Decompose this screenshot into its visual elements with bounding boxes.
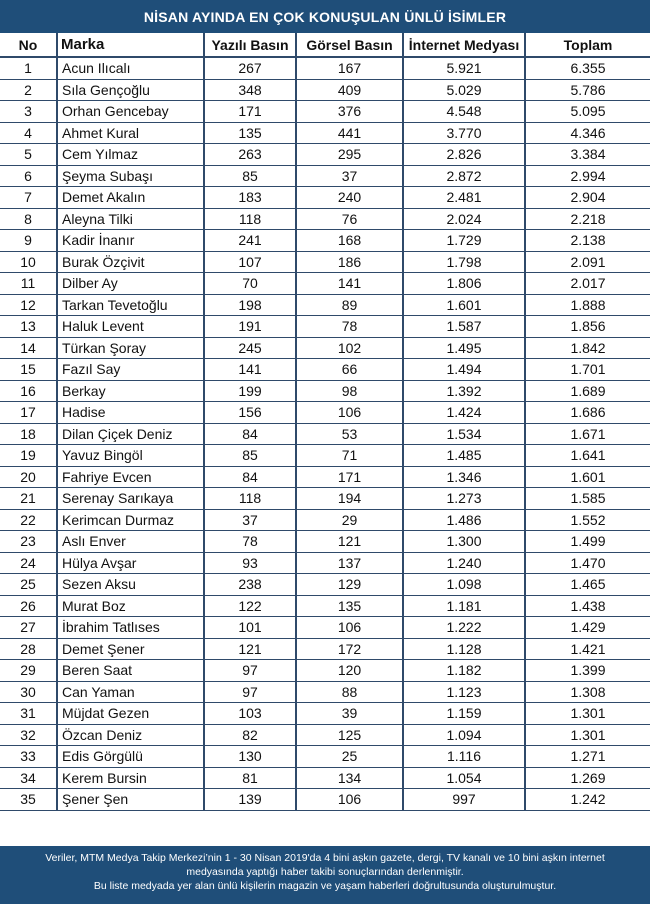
cell-gorsel-basin: 172 [296, 638, 403, 660]
cell-no: 21 [0, 488, 57, 510]
table-row [0, 423, 650, 445]
cell-marka: Yavuz Bingöl [57, 445, 204, 467]
cell-toplam: 1.641 [525, 445, 650, 467]
cell-gorsel-basin: 89 [296, 294, 403, 316]
cell-no: 28 [0, 638, 57, 660]
table-row [0, 767, 650, 789]
cell-gorsel-basin: 102 [296, 337, 403, 359]
cell-gorsel-basin: 29 [296, 509, 403, 531]
cell-no: 9 [0, 230, 57, 252]
table-row [0, 789, 650, 811]
table-row [0, 230, 650, 252]
cell-toplam: 1.856 [525, 316, 650, 338]
cell-gorsel-basin: 186 [296, 251, 403, 273]
cell-gorsel-basin: 76 [296, 208, 403, 230]
cell-gorsel-basin: 120 [296, 660, 403, 682]
cell-toplam: 2.904 [525, 187, 650, 209]
cell-gorsel-basin: 78 [296, 316, 403, 338]
cell-toplam: 1.421 [525, 638, 650, 660]
cell-toplam: 1.671 [525, 423, 650, 445]
cell-toplam: 1.888 [525, 294, 650, 316]
cell-internet-medyasi: 2.872 [403, 165, 525, 187]
cell-internet-medyasi: 1.534 [403, 423, 525, 445]
cell-toplam: 1.601 [525, 466, 650, 488]
cell-yazili-basin: 245 [204, 337, 296, 359]
cell-yazili-basin: 191 [204, 316, 296, 338]
ranking-table [0, 33, 650, 811]
cell-internet-medyasi: 4.548 [403, 101, 525, 123]
cell-marka: Can Yaman [57, 681, 204, 703]
cell-toplam: 1.842 [525, 337, 650, 359]
cell-internet-medyasi: 1.729 [403, 230, 525, 252]
table-row [0, 531, 650, 553]
cell-gorsel-basin: 25 [296, 746, 403, 768]
cell-yazili-basin: 97 [204, 660, 296, 682]
cell-yazili-basin: 84 [204, 466, 296, 488]
cell-yazili-basin: 238 [204, 574, 296, 596]
cell-yazili-basin: 156 [204, 402, 296, 424]
cell-yazili-basin: 101 [204, 617, 296, 639]
cell-marka: Burak Özçivit [57, 251, 204, 273]
cell-gorsel-basin: 134 [296, 767, 403, 789]
cell-yazili-basin: 78 [204, 531, 296, 553]
cell-no: 19 [0, 445, 57, 467]
table-row [0, 703, 650, 725]
cell-no: 23 [0, 531, 57, 553]
cell-internet-medyasi: 1.806 [403, 273, 525, 295]
cell-internet-medyasi: 1.098 [403, 574, 525, 596]
cell-yazili-basin: 139 [204, 789, 296, 811]
cell-internet-medyasi: 1.486 [403, 509, 525, 531]
cell-yazili-basin: 141 [204, 359, 296, 381]
table-row [0, 466, 650, 488]
cell-no: 34 [0, 767, 57, 789]
table-row [0, 165, 650, 187]
cell-toplam: 1.438 [525, 595, 650, 617]
table-row [0, 208, 650, 230]
cell-marka: Sezen Aksu [57, 574, 204, 596]
table-row [0, 380, 650, 402]
cell-no: 4 [0, 122, 57, 144]
cell-internet-medyasi: 1.182 [403, 660, 525, 682]
cell-marka: Ahmet Kural [57, 122, 204, 144]
cell-marka: Kerimcan Durmaz [57, 509, 204, 531]
cell-internet-medyasi: 1.116 [403, 746, 525, 768]
cell-yazili-basin: 122 [204, 595, 296, 617]
cell-toplam: 1.301 [525, 703, 650, 725]
cell-no: 17 [0, 402, 57, 424]
cell-yazili-basin: 267 [204, 57, 296, 79]
cell-marka: Haluk Levent [57, 316, 204, 338]
cell-yazili-basin: 348 [204, 79, 296, 101]
cell-yazili-basin: 263 [204, 144, 296, 166]
cell-yazili-basin: 198 [204, 294, 296, 316]
cell-marka: Şener Şen [57, 789, 204, 811]
cell-yazili-basin: 85 [204, 165, 296, 187]
cell-internet-medyasi: 1.424 [403, 402, 525, 424]
cell-toplam: 2.218 [525, 208, 650, 230]
table-row [0, 101, 650, 123]
cell-toplam: 4.346 [525, 122, 650, 144]
cell-internet-medyasi: 1.273 [403, 488, 525, 510]
cell-yazili-basin: 199 [204, 380, 296, 402]
cell-marka: Demet Akalın [57, 187, 204, 209]
cell-yazili-basin: 97 [204, 681, 296, 703]
table-row [0, 488, 650, 510]
table-row [0, 316, 650, 338]
table-row [0, 552, 650, 574]
cell-gorsel-basin: 171 [296, 466, 403, 488]
table-header-row [0, 33, 650, 57]
cell-gorsel-basin: 168 [296, 230, 403, 252]
footer-line-2: medyasında yaptığı haber takibi sonuçlarından derlenmiştir. [186, 866, 464, 878]
table-row [0, 724, 650, 746]
cell-gorsel-basin: 106 [296, 789, 403, 811]
cell-internet-medyasi: 1.300 [403, 531, 525, 553]
cell-gorsel-basin: 98 [296, 380, 403, 402]
cell-no: 33 [0, 746, 57, 768]
cell-marka: Dilan Çiçek Deniz [57, 423, 204, 445]
cell-internet-medyasi: 1.495 [403, 337, 525, 359]
cell-internet-medyasi: 1.346 [403, 466, 525, 488]
cell-no: 27 [0, 617, 57, 639]
cell-internet-medyasi: 1.054 [403, 767, 525, 789]
cell-toplam: 1.585 [525, 488, 650, 510]
table-row [0, 660, 650, 682]
cell-gorsel-basin: 295 [296, 144, 403, 166]
cell-toplam: 1.301 [525, 724, 650, 746]
cell-marka: Aleyna Tilki [57, 208, 204, 230]
cell-marka: Murat Boz [57, 595, 204, 617]
cell-marka: Dilber Ay [57, 273, 204, 295]
cell-gorsel-basin: 121 [296, 531, 403, 553]
cell-no: 16 [0, 380, 57, 402]
cell-gorsel-basin: 441 [296, 122, 403, 144]
cell-marka: Orhan Gencebay [57, 101, 204, 123]
cell-yazili-basin: 103 [204, 703, 296, 725]
cell-internet-medyasi: 5.921 [403, 57, 525, 79]
cell-gorsel-basin: 240 [296, 187, 403, 209]
cell-gorsel-basin: 167 [296, 57, 403, 79]
cell-marka: Beren Saat [57, 660, 204, 682]
cell-marka: Tarkan Tevetoğlu [57, 294, 204, 316]
table-row [0, 79, 650, 101]
cell-no: 22 [0, 509, 57, 531]
header-gorsel-basin: Görsel Basın [296, 33, 403, 57]
table-row [0, 681, 650, 703]
cell-marka: Müjdat Gezen [57, 703, 204, 725]
cell-internet-medyasi: 1.159 [403, 703, 525, 725]
cell-internet-medyasi: 1.094 [403, 724, 525, 746]
cell-yazili-basin: 135 [204, 122, 296, 144]
cell-yazili-basin: 118 [204, 208, 296, 230]
cell-gorsel-basin: 409 [296, 79, 403, 101]
table-row [0, 595, 650, 617]
cell-marka: Fahriye Evcen [57, 466, 204, 488]
cell-no: 30 [0, 681, 57, 703]
cell-no: 35 [0, 789, 57, 811]
cell-gorsel-basin: 39 [296, 703, 403, 725]
cell-yazili-basin: 171 [204, 101, 296, 123]
footer-line-3: Bu liste medyada yer alan ünlü kişilerin magazin ve yaşam haberleri doğrultusunda oluşturulmuştur. [93, 880, 557, 892]
cell-toplam: 2.091 [525, 251, 650, 273]
cell-toplam: 1.399 [525, 660, 650, 682]
cell-marka: Aslı Enver [57, 531, 204, 553]
header-toplam: Toplam [525, 33, 650, 57]
cell-toplam: 1.465 [525, 574, 650, 596]
cell-no: 11 [0, 273, 57, 295]
cell-gorsel-basin: 141 [296, 273, 403, 295]
cell-toplam: 1.271 [525, 746, 650, 768]
cell-no: 29 [0, 660, 57, 682]
cell-marka: Berkay [57, 380, 204, 402]
cell-internet-medyasi: 1.587 [403, 316, 525, 338]
cell-marka: Acun Ilıcalı [57, 57, 204, 79]
cell-internet-medyasi: 2.826 [403, 144, 525, 166]
cell-no: 31 [0, 703, 57, 725]
footer-line-1: Veriler, MTM Medya Takip Merkezi’nin 1 - 30 Nisan 2019'da 4 bini aşkın gazete, dergi, TV kanalı ve 10 bini aşkın internet [45, 852, 605, 864]
cell-no: 24 [0, 552, 57, 574]
cell-internet-medyasi: 1.123 [403, 681, 525, 703]
cell-marka: Demet Şener [57, 638, 204, 660]
table-row [0, 122, 650, 144]
cell-yazili-basin: 93 [204, 552, 296, 574]
header-internet-medyasi: İnternet Medyası [403, 33, 525, 57]
cell-internet-medyasi: 2.024 [403, 208, 525, 230]
cell-yazili-basin: 84 [204, 423, 296, 445]
cell-no: 18 [0, 423, 57, 445]
cell-internet-medyasi: 1.222 [403, 617, 525, 639]
table-row [0, 359, 650, 381]
cell-toplam: 1.499 [525, 531, 650, 553]
table-row [0, 638, 650, 660]
cell-yazili-basin: 85 [204, 445, 296, 467]
table-row [0, 294, 650, 316]
cell-internet-medyasi: 5.029 [403, 79, 525, 101]
cell-no: 6 [0, 165, 57, 187]
cell-toplam: 1.686 [525, 402, 650, 424]
cell-gorsel-basin: 137 [296, 552, 403, 574]
cell-internet-medyasi: 3.770 [403, 122, 525, 144]
cell-internet-medyasi: 997 [403, 789, 525, 811]
cell-marka: Kerem Bursin [57, 767, 204, 789]
cell-internet-medyasi: 1.601 [403, 294, 525, 316]
cell-toplam: 2.017 [525, 273, 650, 295]
table-row [0, 617, 650, 639]
cell-toplam: 1.552 [525, 509, 650, 531]
cell-toplam: 1.689 [525, 380, 650, 402]
cell-no: 32 [0, 724, 57, 746]
cell-internet-medyasi: 2.481 [403, 187, 525, 209]
cell-no: 8 [0, 208, 57, 230]
cell-gorsel-basin: 88 [296, 681, 403, 703]
cell-gorsel-basin: 194 [296, 488, 403, 510]
cell-no: 25 [0, 574, 57, 596]
cell-gorsel-basin: 106 [296, 402, 403, 424]
cell-internet-medyasi: 1.798 [403, 251, 525, 273]
cell-no: 20 [0, 466, 57, 488]
cell-marka: Kadir İnanır [57, 230, 204, 252]
cell-gorsel-basin: 71 [296, 445, 403, 467]
cell-gorsel-basin: 66 [296, 359, 403, 381]
cell-toplam: 3.384 [525, 144, 650, 166]
cell-no: 5 [0, 144, 57, 166]
cell-internet-medyasi: 1.240 [403, 552, 525, 574]
cell-yazili-basin: 241 [204, 230, 296, 252]
table-row [0, 144, 650, 166]
table-row [0, 445, 650, 467]
cell-yazili-basin: 118 [204, 488, 296, 510]
cell-marka: Sıla Gençoğlu [57, 79, 204, 101]
table-row [0, 509, 650, 531]
cell-yazili-basin: 107 [204, 251, 296, 273]
cell-gorsel-basin: 53 [296, 423, 403, 445]
cell-toplam: 5.786 [525, 79, 650, 101]
cell-toplam: 1.269 [525, 767, 650, 789]
cell-no: 12 [0, 294, 57, 316]
cell-internet-medyasi: 1.392 [403, 380, 525, 402]
cell-toplam: 2.138 [525, 230, 650, 252]
cell-yazili-basin: 70 [204, 273, 296, 295]
cell-internet-medyasi: 1.494 [403, 359, 525, 381]
cell-toplam: 6.355 [525, 57, 650, 79]
cell-marka: Özcan Deniz [57, 724, 204, 746]
cell-marka: Cem Yılmaz [57, 144, 204, 166]
footer-note [0, 846, 650, 904]
cell-toplam: 1.701 [525, 359, 650, 381]
cell-gorsel-basin: 106 [296, 617, 403, 639]
cell-marka: İbrahim Tatlıses [57, 617, 204, 639]
table-row [0, 574, 650, 596]
cell-no: 14 [0, 337, 57, 359]
cell-toplam: 1.242 [525, 789, 650, 811]
cell-yazili-basin: 183 [204, 187, 296, 209]
cell-no: 10 [0, 251, 57, 273]
cell-marka: Hadise [57, 402, 204, 424]
cell-gorsel-basin: 125 [296, 724, 403, 746]
cell-toplam: 2.994 [525, 165, 650, 187]
cell-no: 13 [0, 316, 57, 338]
cell-toplam: 5.095 [525, 101, 650, 123]
table-row [0, 251, 650, 273]
table-row [0, 337, 650, 359]
page-title: NİSAN AYINDA EN ÇOK KONUŞULAN ÜNLÜ İSİMLER [0, 0, 650, 33]
cell-marka: Edis Görgülü [57, 746, 204, 768]
cell-internet-medyasi: 1.485 [403, 445, 525, 467]
cell-marka: Hülya Avşar [57, 552, 204, 574]
cell-toplam: 1.429 [525, 617, 650, 639]
cell-marka: Serenay Sarıkaya [57, 488, 204, 510]
table-row [0, 187, 650, 209]
cell-toplam: 1.308 [525, 681, 650, 703]
table-body [0, 57, 650, 810]
cell-marka: Türkan Şoray [57, 337, 204, 359]
cell-no: 1 [0, 57, 57, 79]
cell-yazili-basin: 81 [204, 767, 296, 789]
cell-marka: Fazıl Say [57, 359, 204, 381]
cell-yazili-basin: 82 [204, 724, 296, 746]
cell-no: 2 [0, 79, 57, 101]
cell-gorsel-basin: 37 [296, 165, 403, 187]
cell-no: 15 [0, 359, 57, 381]
cell-internet-medyasi: 1.128 [403, 638, 525, 660]
table-row [0, 57, 650, 79]
table-row [0, 273, 650, 295]
cell-internet-medyasi: 1.181 [403, 595, 525, 617]
cell-gorsel-basin: 135 [296, 595, 403, 617]
header-yazili-basin: Yazılı Basın [204, 33, 296, 57]
cell-gorsel-basin: 129 [296, 574, 403, 596]
cell-yazili-basin: 37 [204, 509, 296, 531]
cell-marka: Şeyma Subaşı [57, 165, 204, 187]
cell-gorsel-basin: 376 [296, 101, 403, 123]
cell-toplam: 1.470 [525, 552, 650, 574]
header-marka: Marka [57, 33, 204, 57]
header-no: No [0, 33, 57, 57]
cell-no: 26 [0, 595, 57, 617]
cell-yazili-basin: 121 [204, 638, 296, 660]
cell-no: 3 [0, 101, 57, 123]
table-row [0, 746, 650, 768]
cell-yazili-basin: 130 [204, 746, 296, 768]
cell-no: 7 [0, 187, 57, 209]
table-row [0, 402, 650, 424]
